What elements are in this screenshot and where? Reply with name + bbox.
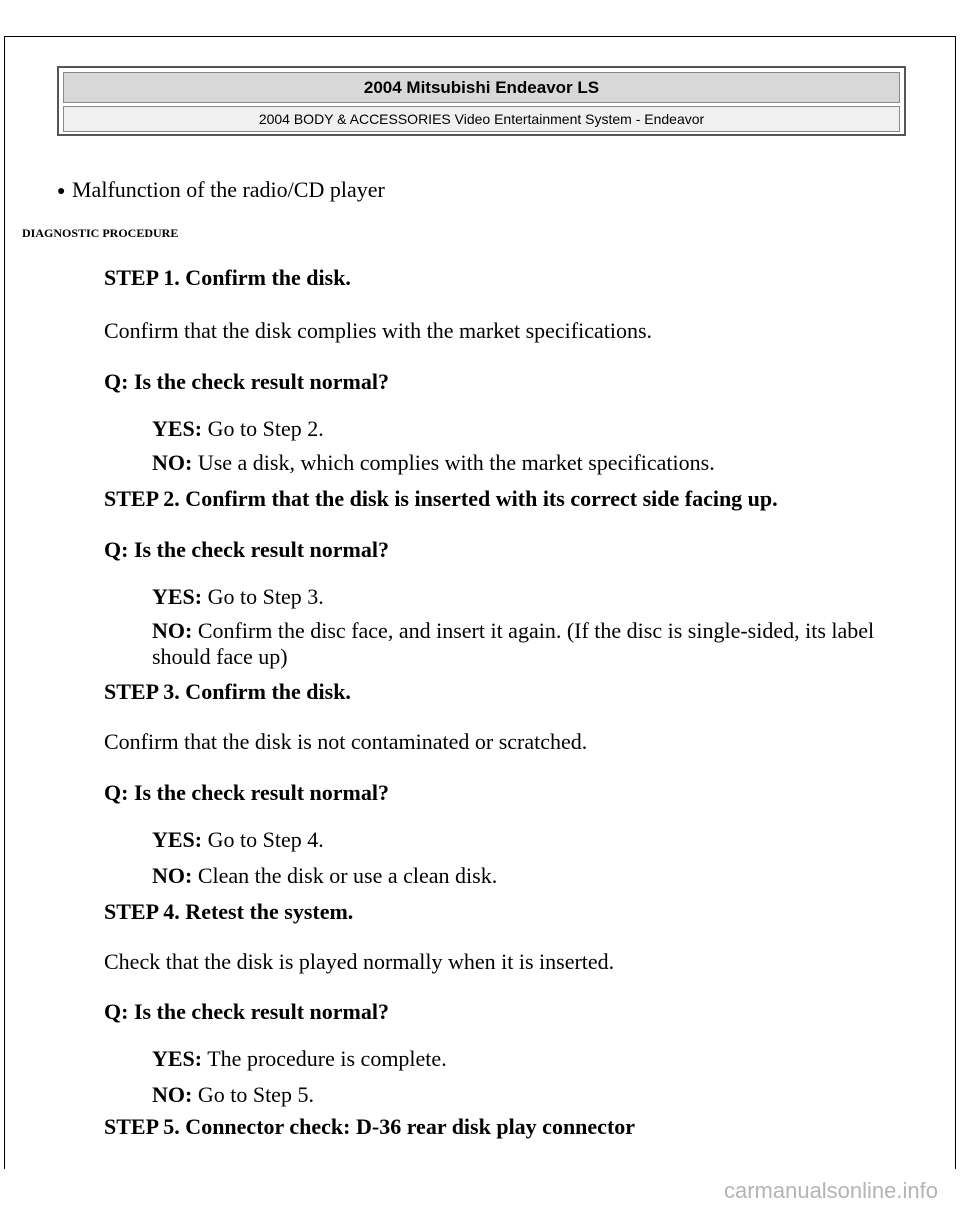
no-label: NO:: [152, 450, 193, 475]
step-1-instruction: Confirm that the disk complies with the market specifications.: [104, 318, 653, 343]
header-subtitle: 2004 BODY & ACCESSORIES Video Entertainment System - Endeavor: [63, 106, 900, 132]
step-4-instruction: Check that the disk is played normally when it is inserted.: [104, 949, 615, 974]
step-1-question: Q: Is the check result normal?: [104, 369, 389, 394]
page-frame-right: [955, 36, 956, 1169]
section-heading: DIAGNOSTIC PROCEDURE: [22, 226, 179, 240]
bullet-item: Malfunction of the radio/CD player: [72, 177, 385, 202]
yes-text: Go to Step 2.: [207, 416, 324, 441]
page-frame-top: [4, 36, 956, 37]
document-header: [57, 66, 906, 136]
no-text: Go to Step 5.: [197, 1082, 314, 1107]
step-1-title: STEP 1. Confirm the disk.: [104, 265, 351, 290]
yes-label: YES:: [152, 1046, 203, 1071]
no-text: Clean the disk or use a clean disk.: [197, 863, 498, 888]
step-1-no: [152, 450, 715, 476]
step-3-question: Q: Is the check result normal?: [104, 780, 389, 805]
step-4-no: [152, 1082, 314, 1108]
step-2-question: Q: Is the check result normal?: [104, 537, 389, 562]
no-text: Confirm the disc face, and insert it again. (If the disc is single-sided, its label should face up): [152, 618, 875, 669]
yes-label: YES:: [152, 416, 203, 441]
no-text: Use a disk, which complies with the market specifications.: [197, 450, 715, 475]
no-label: NO:: [152, 863, 193, 888]
step-2-no: [152, 618, 912, 670]
page-frame-left: [4, 36, 5, 1169]
step-4-question: Q: Is the check result normal?: [104, 999, 389, 1024]
step-3-yes: [152, 827, 324, 853]
no-label: NO:: [152, 618, 193, 643]
yes-text: Go to Step 3.: [207, 584, 324, 609]
bullet-icon: ●: [57, 184, 66, 199]
step-4-yes: [152, 1046, 447, 1072]
footer-watermark: carmanualsonline.info: [723, 1178, 938, 1203]
step-2-yes: [152, 584, 324, 610]
step-5-title: STEP 5. Connector check: D-36 rear disk play connector: [104, 1114, 636, 1139]
step-4-title: STEP 4. Retest the system.: [104, 899, 354, 924]
step-3-instruction: Confirm that the disk is not contaminated or scratched.: [104, 729, 588, 754]
yes-label: YES:: [152, 584, 203, 609]
header-title: 2004 Mitsubishi Endeavor LS: [63, 72, 900, 103]
yes-label: YES:: [152, 827, 203, 852]
step-3-title: STEP 3. Confirm the disk.: [104, 679, 351, 704]
yes-text: The procedure is complete.: [207, 1046, 447, 1071]
step-1-yes: [152, 416, 324, 442]
step-3-no: [152, 863, 497, 889]
no-label: NO:: [152, 1082, 193, 1107]
step-2-title: STEP 2. Confirm that the disk is inserted with its correct side facing up.: [104, 486, 778, 511]
yes-text: Go to Step 4.: [207, 827, 324, 852]
